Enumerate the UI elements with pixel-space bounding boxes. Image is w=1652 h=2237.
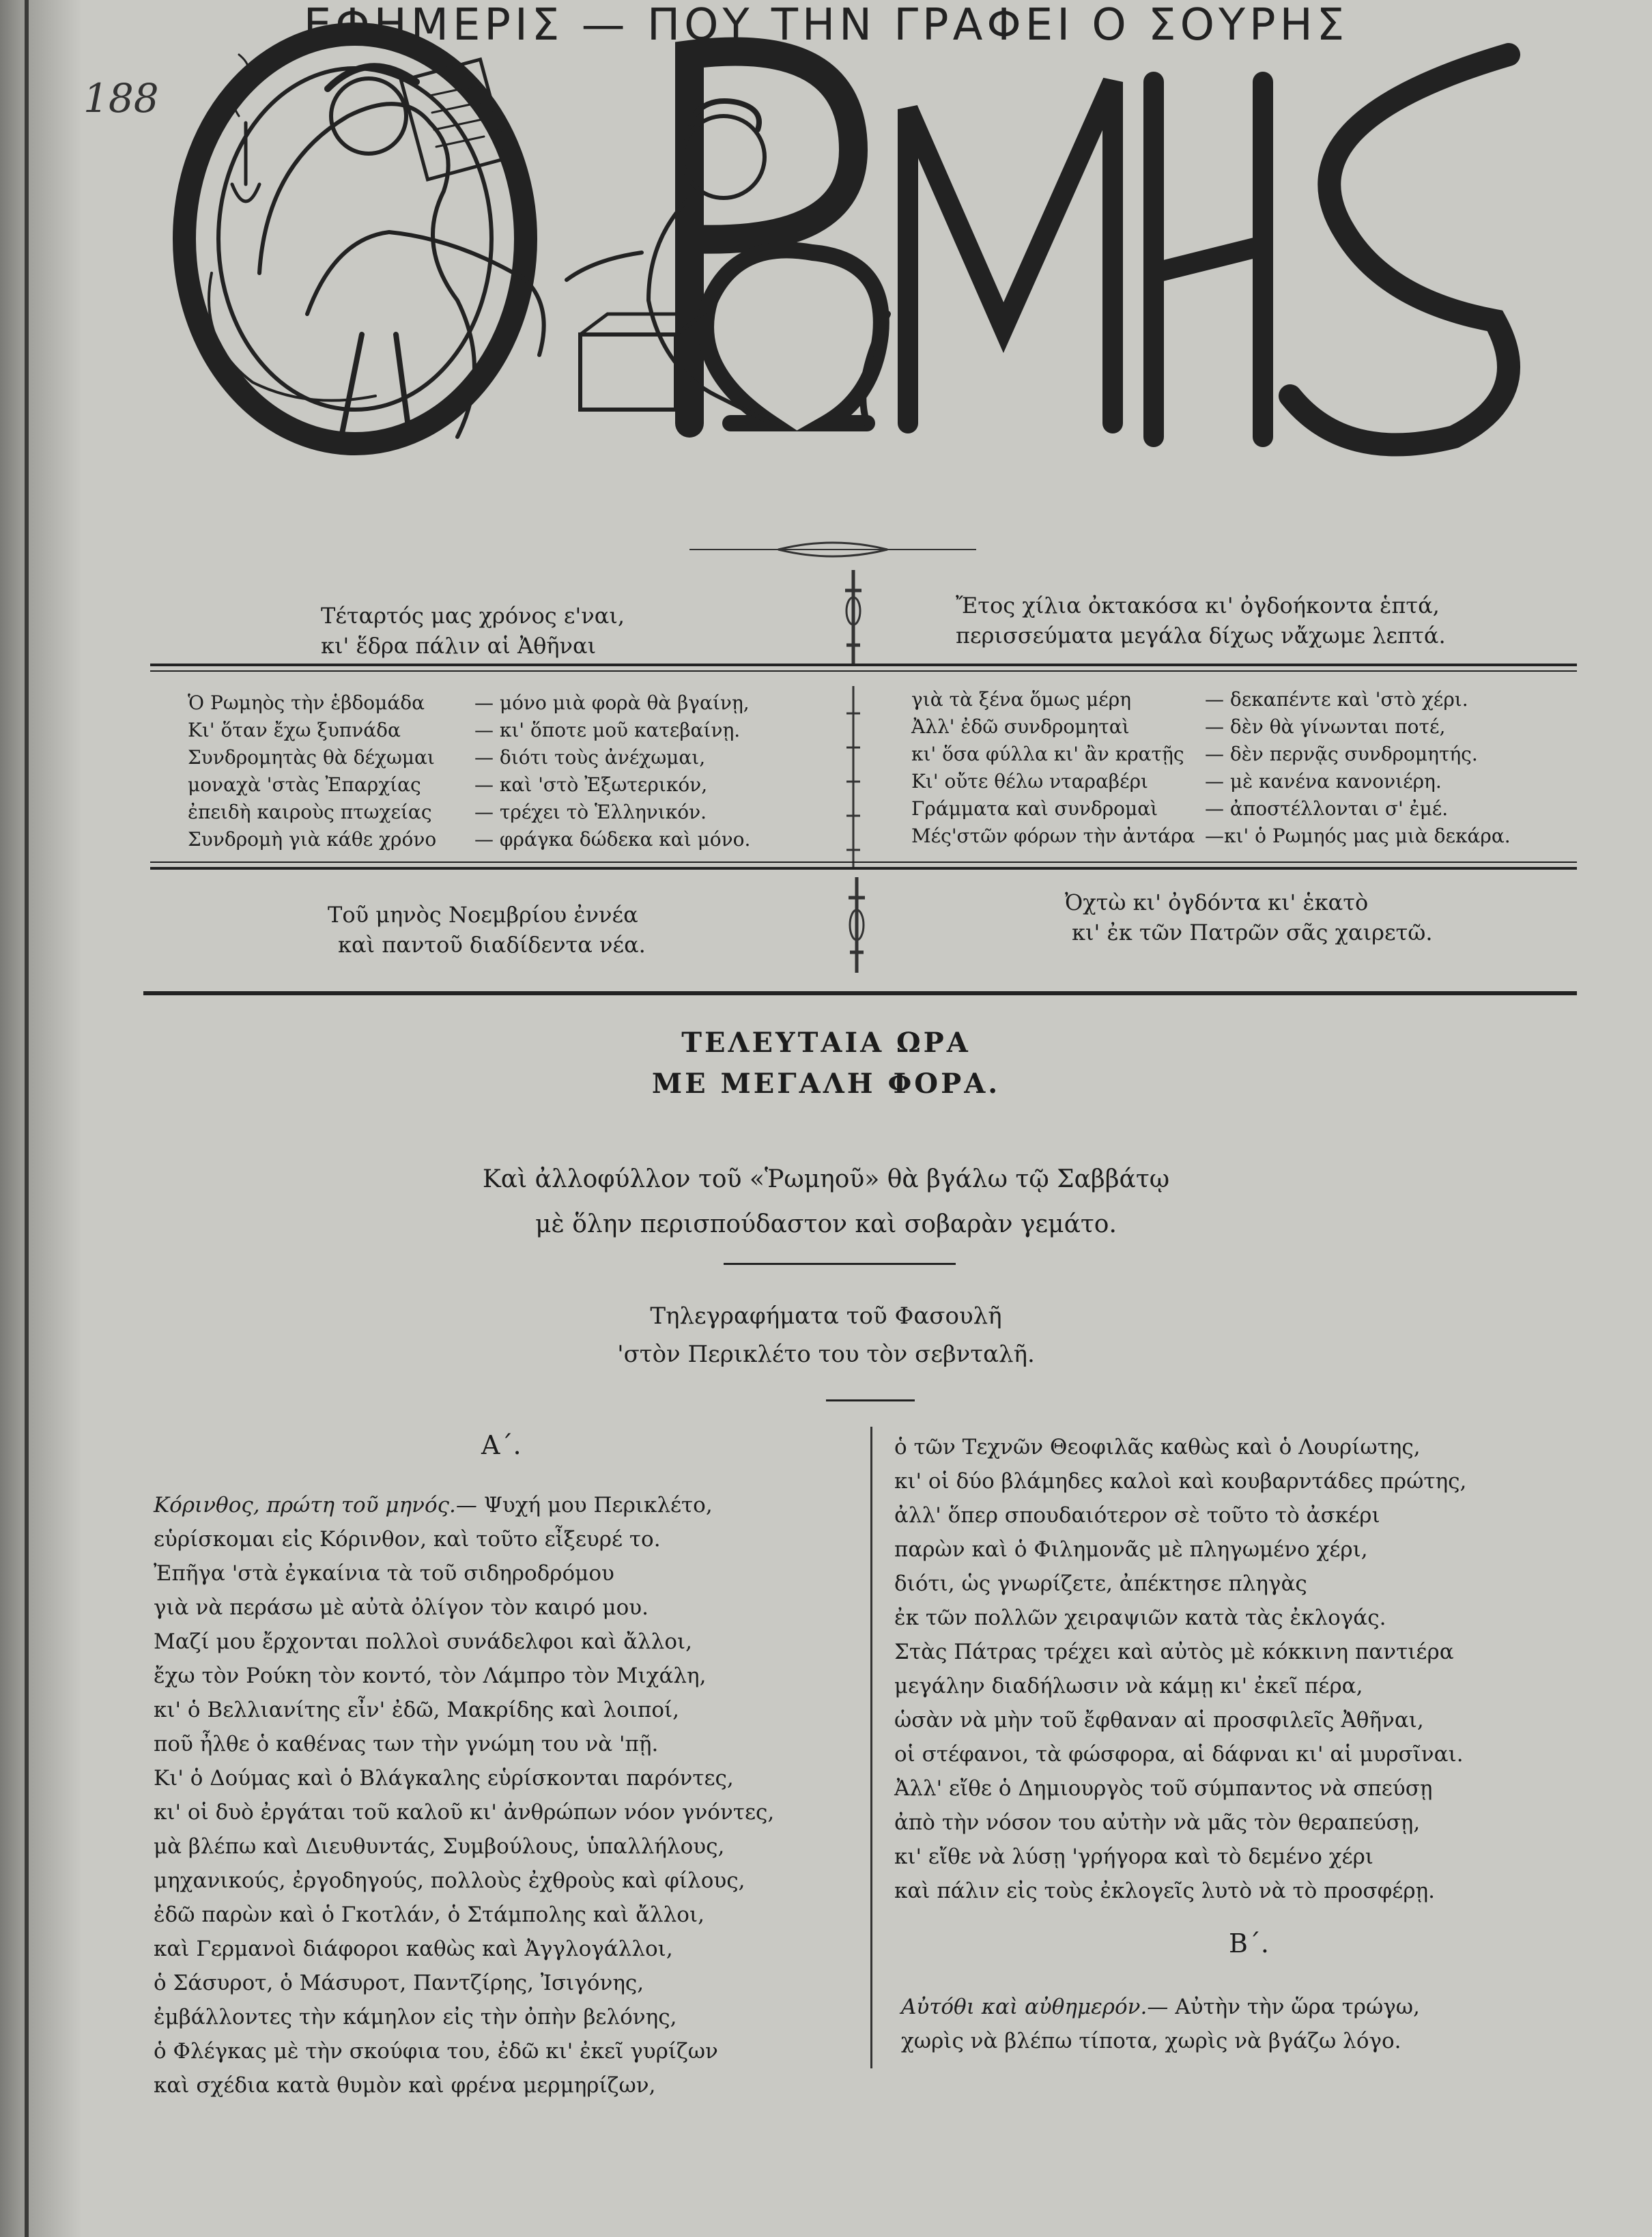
text-line: καὶ πάλιν εἰς τοὺς ἐκλογεῖς λυτὸ νὰ τὸ προσφέρῃ.: [894, 1879, 1436, 1903]
divider-rule: [150, 867, 1577, 870]
top-verse-left: [321, 601, 625, 661]
dateline: Αὐτόθι καὶ αὐθημερόν.—: [901, 1995, 1169, 2019]
text-line: ποῦ ἦλθε ὁ καθένας των τὴν γνώμη του νὰ 'πῇ.: [154, 1732, 659, 1756]
page-gutter: [0, 0, 82, 2237]
column-divider: [870, 1427, 872, 2068]
verse-line: Τέταρτός μας χρόνος ε'ναι,: [321, 603, 625, 629]
subscription-row: μοναχὰ 'στὰς Ἐπαρχίας — καὶ 'στὸ Ἐξωτερικόν,: [188, 773, 708, 796]
subscription-right: [911, 686, 1553, 850]
subscription-row: Γράμματα καὶ συνδρομαὶ — ἀποστέλλονται σ' ἐμέ.: [911, 797, 1449, 820]
ornament-sword-icon: [840, 570, 867, 666]
subscription-row: Συνδρομητὰς θὰ δέχωμαι — διότι τοὺς ἀνέχωμαι,: [188, 746, 706, 769]
text-line: ὡσὰν νὰ μὴν τοῦ ἔφθαναν αἱ προσφιλεῖς Ἀθῆναι,: [894, 1708, 1424, 1733]
text-line: Κι' ὁ Δούμας καὶ ὁ Βλάγκαλης εὑρίσκονται παρόντες,: [154, 1766, 734, 1791]
subscription-row: Κι' ὅταν ἔχω ξυπνάδα — κι' ὅποτε μοῦ κατεβαίνῃ.: [188, 719, 741, 741]
text-line: καὶ σχέδια κατὰ θυμὸν καὶ φρένα μερμηρίζων,: [154, 2073, 656, 2098]
headline: [0, 1023, 1652, 1105]
verse-line: Ὀχτὼ κι' ὀγδόντα κι' ἑκατὸ: [1065, 889, 1369, 915]
subscription-row: Συνδρομὴ γιὰ κάθε χρόνο — φράγκα δώδεκα καὶ μόνο.: [188, 828, 751, 851]
divider-rule: [150, 670, 1577, 672]
subscription-row: ἐπειδὴ καιροὺς πτωχείας — τρέχει τὸ Ἑλληνικόν.: [188, 801, 707, 823]
page-number: 188: [83, 75, 159, 122]
intro-line: μὲ ὅλην περισπούδαστον καὶ σοβαρὰν γεμάτο.: [535, 1210, 1117, 1238]
gutter-line: [25, 0, 29, 2237]
subscription-row: γιὰ τὰ ξένα ὅμως μέρη — δεκαπέντε καὶ 'στὸ χέρι.: [911, 688, 1468, 711]
headline-line: ΤΕΛΕΥΤΑΙΑ ΩΡΑ: [681, 1027, 971, 1059]
text-line: ἐδῶ παρὼν καὶ ὁ Γκοτλάν, ὁ Στάμπολης καὶ ἄλλοι,: [154, 1903, 704, 1927]
text-line: Κόρινθος, πρώτη τοῦ μηνός.— Ψυχή μου Περικλέτο,: [154, 1493, 713, 1518]
text-line: Ἐπῆγα 'στὰ ἐγκαίνια τὰ τοῦ σιδηροδρόμου: [154, 1561, 614, 1586]
text-line: μὰ βλέπω καὶ Διευθυντάς, Συμβούλους, ὑπαλλήλους,: [154, 1834, 725, 1859]
divider-rule: [150, 664, 1577, 666]
text-line: μηχανικούς, ἐργοδηγούς, πολλοὺς ἐχθροὺς καὶ φίλους,: [154, 1868, 745, 1893]
text-line: εὑρίσκομαι εἰς Κόρινθον, καὶ τοῦτο εἶξευρέ το.: [154, 1527, 661, 1552]
section-a-column: [154, 1488, 857, 2103]
verse-line: περισσεύματα μεγάλα δίχως νἄχωμε λεπτά.: [956, 623, 1446, 649]
subscription-row: κι' ὅσα φύλλα κι' ἂν κρατῇς — δὲν περνᾷς συνδρομητής.: [911, 743, 1478, 765]
text-line: κι' οἱ δύο βλάμηδες καλοὶ καὶ κουβαρντάδες πρώτης,: [894, 1469, 1467, 1494]
text-line: Ἀλλ' εἴθε ὁ Δημιουργὸς τοῦ σύμπαντος νὰ σπεύσῃ: [894, 1776, 1433, 1801]
text-line: οἱ στέφανοι, τὰ φώσφορα, αἱ δάφναι κι' αἱ μυρσῖναι.: [894, 1742, 1464, 1767]
text-line: ὁ Φλέγκας μὲ τὴν σκούφια του, ἐδῶ κι' ἐκεῖ γυρίζων: [154, 2039, 718, 2064]
text-line: κι' ὁ Βελλιανίτης εἶν' ἐδῶ, Μακρίδης καὶ λοιποί,: [154, 1698, 680, 1722]
text-line: ἀπὸ τὴν νόσον του αὐτὴν νὰ μᾶς τὸν θεραπεύσῃ,: [894, 1810, 1421, 1835]
verse-line: Τοῦ μηνὸς Νοεμβρίου ἐννέα: [328, 902, 638, 928]
ornament-sword-icon: [843, 877, 870, 973]
top-verse-right: [956, 590, 1446, 651]
section-b-column: [901, 1990, 1550, 2058]
section-a-continued-column: [894, 1430, 1550, 1908]
date-verse-right: [1065, 887, 1432, 947]
ornament-column-icon: [843, 686, 864, 867]
masthead-illustration: [171, 14, 1529, 464]
telegram-title-line: 'στὸν Περικλέτο του τὸν σεβνταλῆ.: [617, 1341, 1035, 1368]
verse-line: Ἔτος χίλια ὀκτακόσα κι' ὀγδοήκοντα ἑπτά,: [956, 593, 1440, 618]
intro-verse: [0, 1157, 1652, 1247]
date-verse-left: [328, 900, 646, 960]
intro-line: Καὶ ἀλλοφύλλον τοῦ «Ῥωμηοῦ» θὰ βγάλω τῷ Σαββάτῳ: [482, 1165, 1170, 1193]
short-rule: [826, 1399, 915, 1401]
verse-line: καὶ παντοῦ διαδίδεντα νέα.: [338, 932, 646, 958]
text-line: Αὐτόθι καὶ αὐθημερόν.— Αὐτὴν τὴν ὥρα τρώγω,: [901, 1995, 1420, 2019]
text-line: παρὼν καὶ ὁ Φιλημονᾶς μὲ πληγωμένο χέρι,: [894, 1537, 1368, 1562]
telegram-title-line: Τηλεγραφήματα τοῦ Φασουλῆ: [650, 1302, 1002, 1330]
text-line: Στὰς Πάτρας τρέχει καὶ αὐτὸς μὲ κόκκινη παντιέρα: [894, 1640, 1454, 1664]
text-line: ὁ Σάσυροτ, ὁ Μάσυροτ, Παντζίρης, Ἰσιγόνης,: [154, 1971, 644, 1995]
text-line: ἀλλ' ὅπερ σπουδαιότερον σὲ τοῦτο τὸ ἀσκέρι: [894, 1503, 1380, 1528]
subscription-row: Κι' οὔτε θέλω νταραβέρι — μὲ κανένα κανονιέρη.: [911, 770, 1442, 793]
text-line: χωρὶς νὰ βλέπω τίποτα, χωρὶς νὰ βγάζω λόγο.: [901, 2029, 1401, 2053]
short-rule: [724, 1263, 956, 1265]
text-line: διότι, ὡς γνωρίζετε, ἀπέκτησε πληγὰς: [894, 1571, 1307, 1596]
text-line: ὁ τῶν Τεχνῶν Θεοφιλᾶς καθὼς καὶ ὁ Λουρίωτης,: [894, 1435, 1421, 1459]
text-line: ἔχω τὸν Ρούκη τὸν κοντό, τὸν Λάμπρο τὸν Μιχάλη,: [154, 1664, 707, 1688]
text-line: γιὰ νὰ περάσω μὲ αὐτὰ ὀλίγον τὸν καιρό μου.: [154, 1595, 649, 1620]
subscription-row: Μές'στῶν φόρων τὴν ἀντάρα —κι' ὁ Ρωμηός μας μιὰ δεκάρα.: [911, 825, 1511, 847]
ornament-rule-icon: [689, 536, 976, 563]
divider-rule: [150, 861, 1577, 863]
subscription-row: Ἀλλ' ἐδῶ συνδρομηταὶ — δὲν θὰ γίνωνται ποτέ,: [911, 715, 1446, 738]
section-b-letter: Β΄.: [1229, 1928, 1270, 1958]
subscription-left: [188, 689, 829, 853]
text-line: Μαζί μου ἔρχονται πολλοὶ συνάδελφοι καὶ ἄλλοι,: [154, 1629, 693, 1654]
dateline: Κόρινθος, πρώτη τοῦ μηνός.—: [154, 1493, 477, 1518]
telegram-title: [0, 1297, 1652, 1373]
verse-line: κι' ἕδρα πάλιν αἱ Ἀθῆναι: [321, 633, 597, 659]
text-line: ἐκ τῶν πολλῶν χειραψιῶν κατὰ τὰς ἐκλογάς.: [894, 1606, 1386, 1630]
divider-rule: [143, 991, 1577, 995]
verse-line: κι' ἐκ τῶν Πατρῶν σᾶς χαιρετῶ.: [1072, 920, 1433, 945]
text-line: κι' εἴθε νὰ λύσῃ 'γρήγορα καὶ τὸ δεμένο χέρι: [894, 1844, 1373, 1869]
subscription-row: Ὁ Ρωμηὸς τὴν ἑβδομάδα — μόνο μιὰ φορὰ θὰ βγαίνῃ,: [188, 692, 750, 714]
text-line: ἐμβάλλοντες τὴν κάμηλον εἰς τὴν ὀπὴν βελόνης,: [154, 2005, 677, 2029]
section-a-letter: Α΄.: [481, 1430, 522, 1460]
text-line: καὶ Γερμανοὶ διάφοροι καθὼς καὶ Ἀγγλογάλλοι,: [154, 1937, 673, 1961]
newspaper-subtitle: ΕΦΗΜΕΡΙΣ — ΠΟΥ ΤΗΝ ΓΡΑΦΕΙ Ο ΣΟΥΡΗΣ: [303, 0, 1349, 51]
text-line: κι' οἱ δυὸ ἐργάται τοῦ καλοῦ κι' ἀνθρώπων νόον γνόντες,: [154, 1800, 775, 1825]
headline-line: ΜΕ ΜΕΓΑΛΗ ΦΟΡΑ.: [651, 1068, 1001, 1100]
text-line: μεγάλην διαδήλωσιν νὰ κάμῃ κι' ἐκεῖ πέρα,: [894, 1674, 1363, 1698]
